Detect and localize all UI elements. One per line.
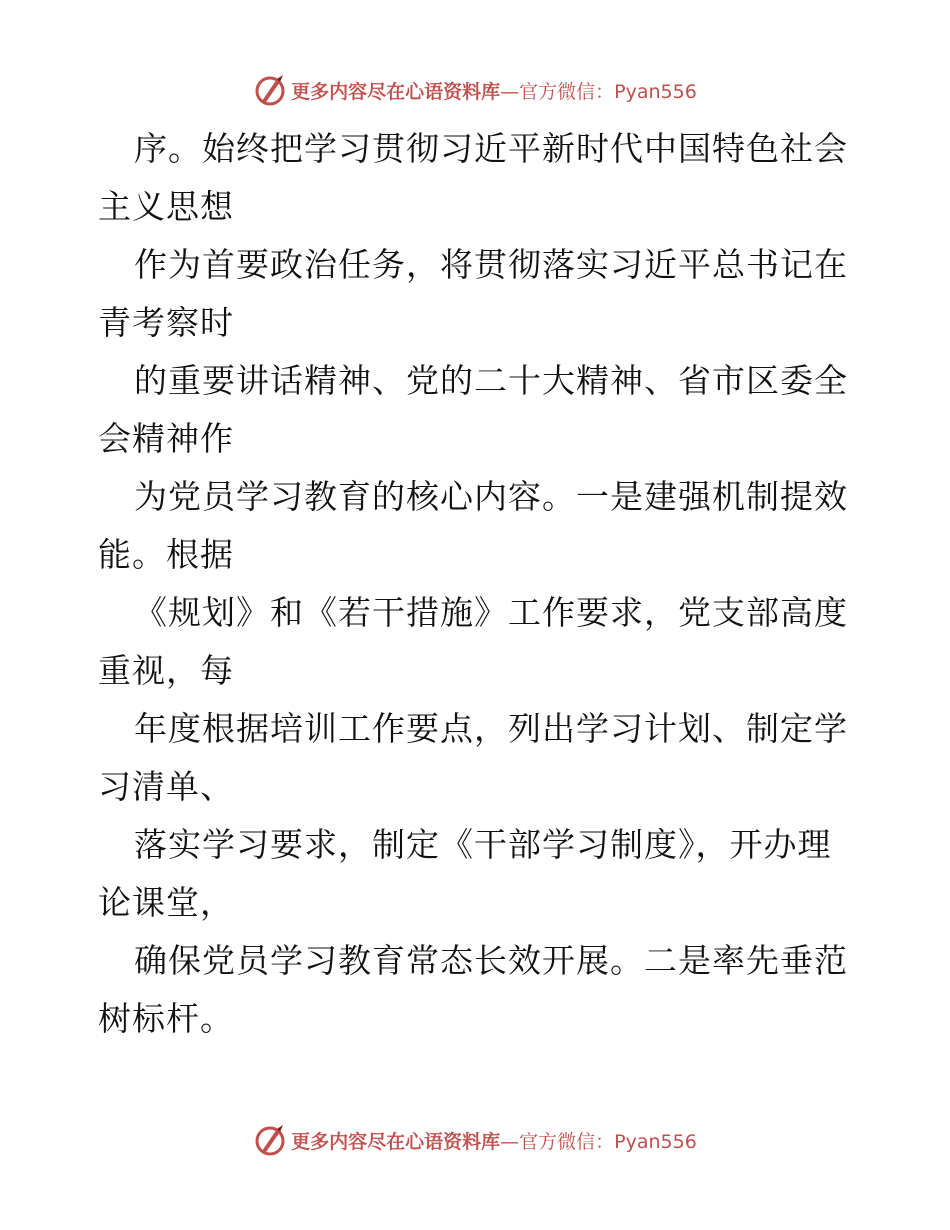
header-contact: 官方微信：Pyan556 [519, 80, 697, 103]
paragraph: 序。始终把学习贯彻习近平新时代中国特色社会主义思想 [98, 129, 848, 226]
footer-contact: 官方微信：Pyan556 [519, 1130, 697, 1153]
paragraph: 作为首要政治任务，将贯彻落实习近平总书记在青考察时 [98, 245, 848, 342]
footer-banner-text [291, 1127, 697, 1154]
quill-pen-seal-icon [253, 1123, 287, 1157]
header-banner-text [291, 77, 697, 104]
paragraph: 确保党员学习教育常态长效开展。二是率先垂范树标杆。 [98, 941, 848, 1038]
paragraph: 年度根据培训工作要点，列出学习计划、制定学习清单、 [98, 709, 848, 806]
paragraph: 的重要讲话精神、党的二十大精神、省市区委全会精神作 [98, 361, 848, 458]
header-watermark-banner [0, 70, 950, 110]
paragraph: 《规划》和《若干措施》工作要求，党支部高度重视，每 [98, 593, 848, 690]
footer-brand: 更多内容尽在心语资料库 [291, 1130, 501, 1153]
paragraph: 为党员学习教育的核心内容。一是建强机制提效能。根据 [98, 477, 848, 574]
footer-dash: — [500, 1130, 520, 1153]
header-brand: 更多内容尽在心语资料库 [291, 80, 501, 103]
quill-pen-seal-icon [253, 73, 287, 107]
footer-watermark-banner [0, 1120, 950, 1160]
header-dash: — [500, 80, 520, 103]
document-body [98, 120, 858, 1048]
paragraph: 落实学习要求，制定《干部学习制度》，开办理论课堂， [98, 825, 832, 922]
